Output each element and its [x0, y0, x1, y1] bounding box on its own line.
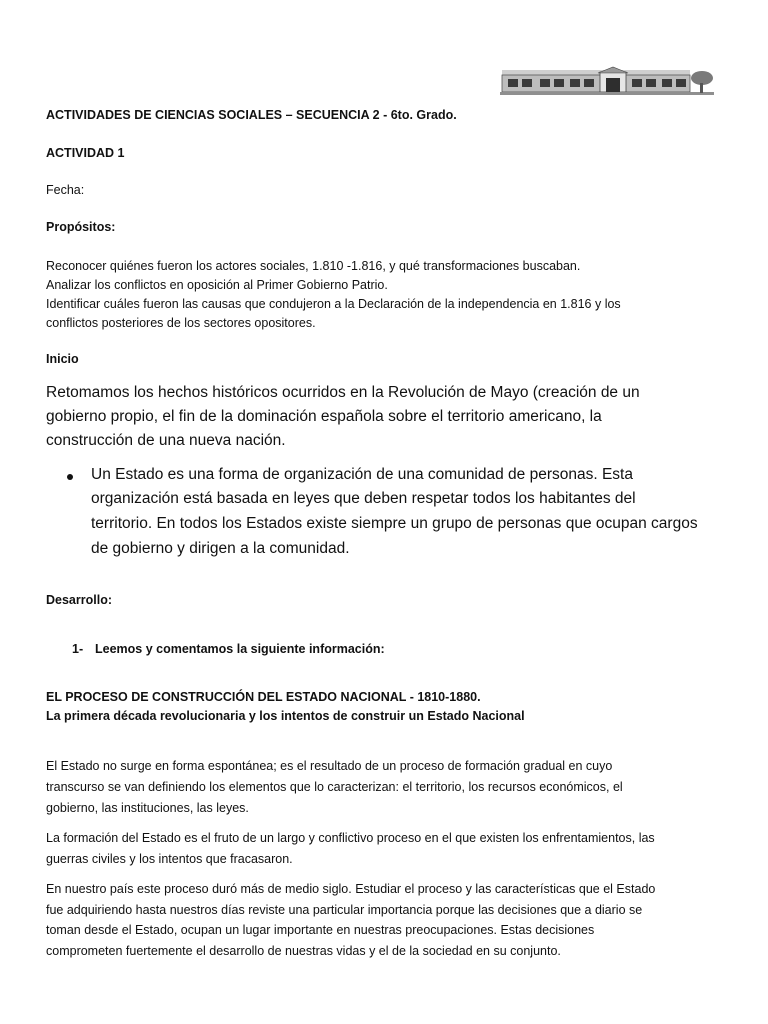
purpose-line: conflictos posteriores de los sectores opositores.	[46, 316, 316, 330]
inicio-paragraph-line: Retomamos los hechos históricos ocurridos en la Revolución de Mayo (creación de un	[46, 384, 640, 401]
purpose-line: Analizar los conflictos en oposición al Primer Gobierno Patrio.	[46, 278, 388, 292]
paragraph-line: gobierno, las instituciones, las leyes.	[46, 801, 249, 815]
section-title: EL PROCESO DE CONSTRUCCIÓN DEL ESTADO NACIONAL - 1810-1880.	[46, 690, 481, 704]
paragraph-line: transcurso se van definiendo los elementos que lo caracterizan: el territorio, los recursos económicos, el	[46, 780, 623, 794]
bullet-line: de gobierno y dirigen a la comunidad.	[91, 540, 350, 557]
purposes-heading: Propósitos:	[46, 220, 116, 234]
paragraph-line: En nuestro país este proceso duró más de medio siglo. Estudiar el proceso y las características que el Estado	[46, 882, 656, 896]
paragraph-line: comprometen fuertemente el desarrollo de nuestras vidas y el de la sociedad en su conjunto.	[46, 944, 561, 958]
bullet-icon	[67, 474, 73, 480]
bullet-line: territorio. En todos los Estados existe siempre un grupo de personas que ocupan cargos	[91, 515, 698, 532]
list-item-number: 1-	[72, 642, 84, 656]
purpose-line: Identificar cuáles fueron las causas que condujeron a la Declaración de la independencia en 1.816 y los	[46, 297, 621, 311]
date-label: Fecha:	[46, 183, 85, 197]
section-subtitle: La primera década revolucionaria y los intentos de construir un Estado Nacional	[46, 709, 525, 723]
paragraph-line: El Estado no surge en forma espontánea; es el resultado de un proceso de formación gradual en cuyo	[46, 759, 613, 773]
document-title: ACTIVIDADES DE CIENCIAS SOCIALES – SECUENCIA 2 - 6to. Grado.	[46, 108, 457, 122]
paragraph-line: toman desde el Estado, ocupan un lugar importante en nuestras preocupaciones. Estas decisiones	[46, 923, 595, 937]
bullet-line: organización está basada en leyes que deben respetar todos los habitantes del	[91, 490, 636, 507]
purpose-line: Reconocer quiénes fueron los actores sociales, 1.810 -1.816, y qué transformaciones buscaban.	[46, 259, 581, 273]
inicio-paragraph-line: construcción de una nueva nación.	[46, 432, 286, 449]
paragraph-line: guerras civiles y los intentos que fracasaron.	[46, 852, 293, 866]
activity-heading: ACTIVIDAD 1	[46, 146, 125, 160]
paragraph-line: fue adquiriendo hasta nuestros días reviste una particular importancia porque las decisiones que a diario se	[46, 903, 643, 917]
inicio-paragraph-line: gobierno propio, el fin de la dominación española sobre el territorio americano, la	[46, 408, 602, 425]
bullet-line: Un Estado es una forma de organización de una comunidad de personas. Esta	[91, 466, 633, 483]
list-item-text: Leemos y comentamos la siguiente información:	[95, 642, 385, 656]
desarrollo-heading: Desarrollo:	[46, 593, 112, 607]
school-building-logo	[500, 66, 714, 96]
paragraph-line: La formación del Estado es el fruto de un largo y conflictivo proceso en el que existen los enfrentamientos, las	[46, 831, 655, 845]
inicio-heading: Inicio	[46, 352, 79, 366]
